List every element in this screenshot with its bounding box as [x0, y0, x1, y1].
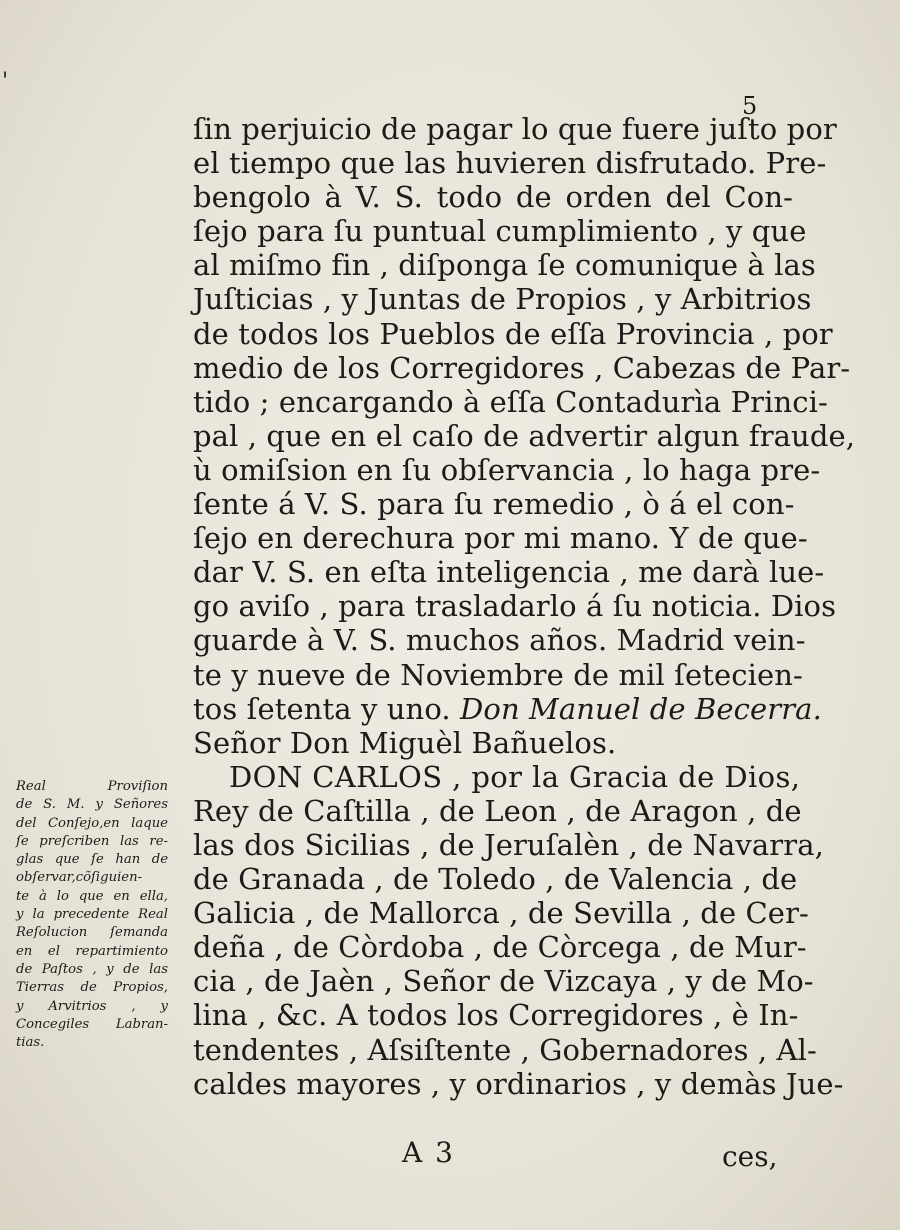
marginal-line: Concegiles Labran- [16, 1016, 168, 1032]
marginal-line: ſe preſcriben las re- [16, 833, 168, 849]
text-line: al miſmo fin , diſponga ſe comunique à las [193, 248, 816, 283]
marginal-line: y la precedente Real [16, 907, 168, 923]
text-line: bengolo à V. S. todo de orden del Con- [193, 180, 793, 215]
signature-mark: A 3 [402, 1136, 455, 1169]
royal-title-line: DON CARLOS , por la Gracia de Dios, [229, 759, 801, 794]
text-line: ſente á V. S. para ſu remedio , ò á el con- [193, 487, 795, 522]
edge-mark: ' [2, 69, 9, 94]
marginal-line: Tierras de Propios, [16, 980, 168, 996]
text-line: ſejo para ſu puntual cumplimiento , y que [193, 214, 807, 249]
text-line: ſejo en derechura por mi mano. Y de que- [193, 521, 808, 556]
marginal-line: Real Proviſion [16, 779, 168, 794]
marginal-line: glas que ſe han de [16, 852, 168, 868]
marginal-line: y Arvitrios , y [16, 998, 168, 1014]
marginal-note [16, 778, 168, 1052]
text-line: lina , &c. A todos los Corregidores , è In- [193, 998, 799, 1033]
marginal-line: del Conſejo,en laque [16, 815, 168, 831]
text-line: Juſticias , y Juntas de Propios , y Arbitrios [193, 282, 812, 317]
marginal-line: obſervar,cõſiguien- [16, 870, 143, 886]
text-line: ù omiſsion en ſu obſervancia , lo haga pre- [193, 452, 821, 487]
text-line: de todos los Pueblos de eſſa Provincia , por [193, 316, 833, 351]
text-line: dar V. S. en eſta inteligencia , me darà lue- [193, 555, 825, 590]
marginal-line: Reſolucion ſemanda [16, 925, 168, 941]
marginal-line: en el repartimiento [16, 943, 168, 959]
text-line: cia , de Jaèn , Señor de Vizcaya , y de Mo- [193, 964, 814, 999]
text-line: deña , de Còrdoba , de Còrcega , de Mur- [193, 930, 807, 965]
main-text-block [193, 112, 856, 1101]
text-line: go aviſo , para trasladarlo á ſu noticia. Dios [193, 589, 837, 624]
text-line-with-signatory [193, 691, 822, 726]
text-line: pal , que en el caſo de advertir algun fraude, [193, 418, 856, 453]
text-line: caldes mayores , y ordinarios , y demàs Jue- [193, 1066, 844, 1101]
signatory-name: Don Manuel de Becerra. [460, 691, 822, 726]
text-line: tendentes , Aſsiſtente , Gobernadores , Al- [193, 1032, 817, 1067]
text-line: guarde à V. S. muchos años. Madrid vein- [193, 623, 806, 658]
marginal-line: tias. [16, 1035, 45, 1051]
text-line: tido ; encargando à eſſa Contadurìa Princi- [193, 384, 828, 419]
text-line: de Granada , de Toledo , de Valencia , de [193, 862, 798, 897]
marginal-line: de Paſtos , y de las [16, 961, 168, 977]
catchword: ces, [722, 1140, 778, 1173]
text-line-start: tos ſetenta y uno. [193, 691, 451, 726]
text-line: ſin perjuicio de pagar lo que fuere juſto por [193, 112, 837, 146]
text-line: Galicia , de Mallorca , de Sevilla , de Cer- [193, 896, 809, 931]
text-line: medio de los Corregidores , Cabezas de Par- [193, 350, 851, 385]
text-line: las dos Sicilias , de Jeruſalèn , de Navarra, [193, 827, 824, 862]
text-line: el tiempo que las huvieren disfrutado. Pre- [193, 146, 827, 181]
marginal-line: te à lo que en ella, [16, 888, 168, 904]
text-line: te y nueve de Noviembre de mil ſetecien- [193, 657, 803, 692]
page-number: 5 [742, 92, 758, 120]
marginal-line: de S. M. y Señores [16, 797, 168, 813]
addressee-line: Señor Don Miguèl Bañuelos. [193, 725, 617, 760]
text-line: Rey de Caſtilla , de Leon , de Aragon , de [193, 793, 802, 828]
